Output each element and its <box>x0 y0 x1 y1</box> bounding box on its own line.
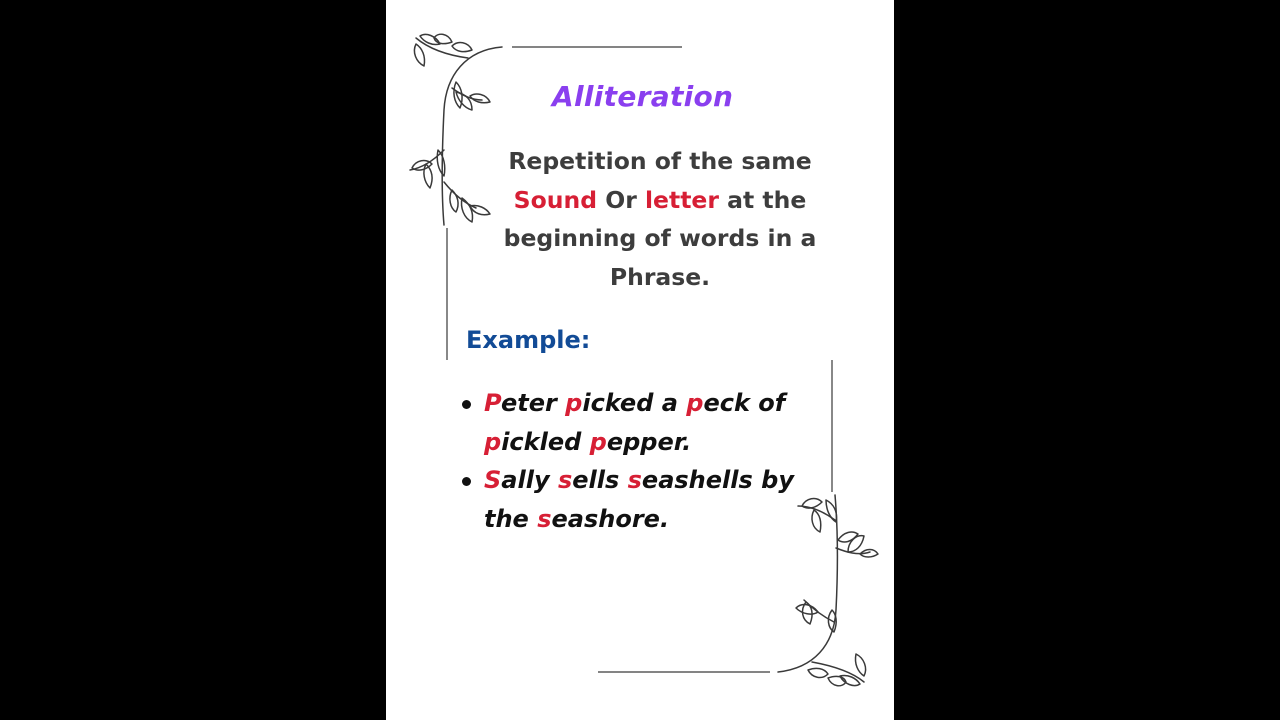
example-list <box>462 384 822 538</box>
example-segment: icked a <box>582 389 687 417</box>
definition-text <box>496 142 824 296</box>
example-text <box>484 466 794 533</box>
highlight-word-letter: letter <box>644 185 719 214</box>
flashcard <box>386 0 894 720</box>
example-segment: epper. <box>606 427 692 456</box>
example-segment: P <box>484 389 501 417</box>
example-segment: eashore. <box>551 504 670 533</box>
example-segment: p <box>565 389 583 417</box>
example-segment: s <box>557 466 573 494</box>
example-label: Example: <box>466 326 591 354</box>
highlight-word-sound: Sound <box>513 185 598 214</box>
example-segment: ickled <box>501 427 590 456</box>
example-text <box>484 389 785 456</box>
example-segment: s <box>627 466 642 494</box>
list-item <box>462 384 822 461</box>
leafy-vine-icon <box>410 34 502 225</box>
bullet-icon <box>462 477 471 486</box>
example-segment: p <box>484 427 502 456</box>
example-segment: ells <box>572 466 628 494</box>
example-segment: s <box>537 504 552 533</box>
example-segment: p <box>686 389 704 417</box>
definition-part: Repetition of the same <box>508 147 812 175</box>
list-item <box>462 461 822 538</box>
example-segment: eck of <box>703 389 786 417</box>
page-title: Alliteration <box>552 80 734 113</box>
definition-part: at the beginning of words in a Phrase. <box>503 185 817 291</box>
bullet-icon <box>462 400 471 409</box>
example-segment: ally <box>501 466 558 494</box>
definition-part: Or <box>597 185 645 214</box>
example-segment: eter <box>500 389 566 417</box>
example-segment: p <box>589 427 607 456</box>
example-segment: eashells by the <box>484 466 794 533</box>
example-segment: S <box>484 466 502 494</box>
